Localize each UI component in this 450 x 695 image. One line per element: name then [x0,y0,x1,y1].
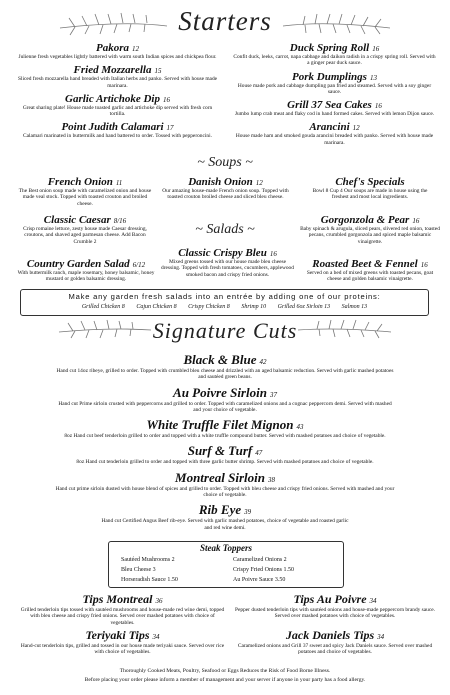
item-price: 43 [296,423,304,432]
topper-row [121,555,221,565]
item-description: Grilled tenderloin tips tossed with sautéed mushrooms and house-made red wine demi, topped with bleu cheese and crispy fried onions. Served over mashed potatoes with choice of vegetables. [20,607,225,626]
item-name: Pakora [96,42,129,54]
soups-title: ~ Soups ~ [197,155,253,170]
item-price: 34 [377,633,385,641]
menu-item [20,628,225,656]
item-description: House made ham and smoked gouda arancini breaded with panko. Served with house made marinara. [235,133,434,146]
starters-left-column [15,42,220,140]
item-description: Calamari marinated in buttermilk and hand battered to order. Tossed with pepperoncini. [23,133,212,140]
item-description: Sliced fresh mozzarella hand breaded with Italian herbs and panko. Served with house made marinara. [17,76,218,89]
menu-item [232,121,437,146]
topper-row [121,565,221,575]
item-description: Our amazing house-made French onion soup. Topped with toasted crouton broiled cheese and sliced bleu cheese. [162,188,289,201]
proteins-list [21,304,428,310]
topper-price: 3 [152,567,156,573]
item-name: French Onion [47,176,113,188]
signature-title: Signature Cuts [152,318,298,343]
item-price: 16 [420,261,428,269]
item-description: Served on a bed of mixed greens with toasted pecans, goat cheese and golden balsamic vinaigrette. [306,270,434,283]
item-name: Black & Blue [183,352,257,367]
protein-option: Crispy Chicken 8 [188,304,230,310]
item-description: Bowl 8 Cup 4 Our soups are made in house using the freshest and most local ingredients. [312,188,428,201]
item-name: Point Judith Calamari [61,121,164,134]
item-description: Baby spinach & arugula, sliced pears, slivered red onion, toasted pecans, crumbled gorgonzola and spiced maple balsamic vinaigrette. [300,226,440,245]
topper-row [233,555,338,565]
item-price: 12 [255,179,263,187]
topper-price: 3.50 [274,577,286,583]
menu-item [160,247,295,278]
item-name: Classic Crispy Bleu [178,247,267,259]
item-name: Teriyaki Tips [85,628,150,642]
menu-item [158,176,293,201]
menu-item [15,42,220,60]
item-name: Garlic Artichoke Dip [65,92,160,105]
menu-item [12,258,160,283]
item-name: Danish Onion [188,176,253,188]
item-price: 13 [369,73,377,82]
item-description: Caramelized onions and Grill 37 sweet and spicy Jack Daniels sauce. Served over mashed potatoes and choice of vegetables. [237,643,433,656]
item-price: 34 [369,597,377,605]
menu-item [232,71,437,96]
item-description: 8oz Hand cut beef tenderloin grilled to order and topped with a white truffle compound butter. Served with mashed potatoes and choice of vegetable. [64,433,386,440]
item-description: Mixed greens tossed with our house made bleu cheese dressing. Topped with fresh tomatoes, cucumbers, applewood smoked bacon and crispy fried onions. [161,259,294,278]
menu-item [30,443,420,465]
item-description: Jumbo lump crab meat and flaky cod in hand formed cakes. Served with lemon Dijon sauce. [234,111,435,118]
menu-item [30,352,420,381]
item-description: Hand cut prime sirloin dusted with house blend of spices and grilled to order. Topped with bleu cheese and crispy fried onions. Served with mashed and your choice of vegetable. [55,485,395,499]
menu-item [232,99,437,117]
menu-item [30,470,420,499]
item-name: Pork Dumplings [292,70,367,83]
item-name: Roasted Beet & Fennel [312,258,418,270]
menu-item [20,592,225,626]
item-description: Hand cut Prime sirloin crusted with peppercorns and grilled to order. Topped with caramelized onions and a cognac peppercorn demi. Served with mashed and your choice of vegetable. [58,400,392,413]
item-name: Chef's Specials [335,176,405,188]
footer-notice [10,667,440,685]
starters-title: Starters [178,6,272,36]
menu-item [15,121,220,139]
item-name: Montreal Sirloin [175,469,265,485]
item-description: Hand-cut tenderloin tips, grilled and tossed in our house made teriyaki sauce. Served over rice with choice of vegetables. [20,643,225,656]
item-name: Au Poivre Sirloin [173,384,267,400]
item-description: Julienne fresh vegetables lightly battered with warm south Indian spices and chickpea flour. [18,54,217,60]
topper-name: Sautéed Mushrooms [121,557,171,563]
item-price: 42 [259,358,267,366]
item-price: 11 [115,179,123,187]
topper-price: 1.50 [283,567,295,573]
topper-price: 1.50 [167,577,178,583]
item-price: 47 [255,449,263,458]
item-name: Jack Daniels Tips [285,628,375,642]
toppers-right [233,555,338,585]
menu-item [300,214,440,245]
item-name: Country Garden Salad [26,258,130,270]
item-price: 16 [372,45,380,53]
item-description: Hand cut 14oz ribeye, grilled to order. Topped with crumbled bleu cheese and drizzled with an aged balsamic reduction. Served with garlic mashed potatoes and sautéed green beans. [56,368,394,381]
protein-option: Shrimp 10 [241,304,267,310]
topper-row [121,575,221,585]
topper-row [233,575,338,585]
topper-row [233,565,338,575]
item-name: Duck Spring Roll [289,42,370,54]
topper-name: Horseradish Sauce [121,577,166,583]
item-name: Tips Montreal [82,592,153,606]
menu-item [15,214,155,245]
protein-option: Salmon 13 [341,304,368,310]
toppers-left [121,555,221,585]
menu-item [30,502,420,531]
menu-item [15,93,220,118]
item-price: 16 [162,95,170,104]
item-name: Surf & Turf [187,443,253,459]
item-price: 17 [166,124,174,133]
topper-name: Caramelized Onions [233,557,283,563]
item-price: 16 [269,250,277,258]
item-description: Pepper dusted tenderloin tips with sautéed onions and house-made peppercorn brandy sauce. Served over mashed potatoes with choice of vegetables. [235,607,435,620]
topper-name: Crispy Fried Onions [233,567,283,573]
item-price: 12 [132,45,139,53]
item-description: With buttermilk ranch, maple rosemary, honey balsamic, honey mustard or golden balsamic dressing. [17,270,155,283]
item-name: Rib Eye [198,502,242,518]
topper-price: 2 [283,557,287,563]
protein-option: Cajun Chicken 8 [136,304,177,310]
item-description: Confit duck, leeks, carrot, napa cabbage and daikon radish in a crispy spring roll. Served with a ginger pear duck sauce. [233,54,436,67]
proteins-box [20,289,429,316]
topper-price: 2 [171,557,175,563]
allergy-notice: Before placing your order please inform a member of management and your server if anyone in your party has a food allergy. [84,677,366,683]
item-name: White Truffle Filet Mignon [146,417,294,433]
item-description: 8oz Hand cut tenderloin grilled to order and topped with three garlic butter shrimp. Served with mashed potatoes and choice of vegetable. [76,459,374,466]
item-price: 8/16 [113,217,127,225]
item-price: 15 [154,67,162,76]
protein-option: Grilled 6oz Sirloin 13 [277,304,331,310]
item-description: Great sharing plate! House made toasted garlic and artichoke dip served with fresh corn tortilla. [22,104,213,118]
item-name: Classic Caesar [43,214,111,226]
item-price: 12 [352,124,360,133]
menu-item [30,385,420,414]
menu-item [305,176,435,201]
salads-title: ~ Salads ~ [195,222,255,237]
menu-item [300,258,440,283]
item-name: Fried Mozzarella [73,64,152,77]
menu-item [232,42,437,67]
item-name: Arancini [309,121,350,134]
item-price: 16 [374,102,382,111]
menu-item [15,176,155,207]
item-description: House made pork and cabbage dumpling pan fried and steamed. Served with a soy ginger sauce. [237,82,432,95]
item-price: 6/12 [132,261,146,269]
item-price: 39 [244,508,252,517]
item-price: 36 [155,597,163,605]
menu-item [30,417,420,439]
protein-option: Grilled Chicken 8 [81,304,125,310]
item-price: 34 [152,633,160,641]
item-name: Grill 37 Sea Cakes [287,99,372,112]
menu-item [235,592,435,620]
item-price: 37 [269,390,277,399]
item-description: The Best onion soup made with caramelized onion and house made veal stock. Topped with toasted crouton and broiled cheese. [18,188,152,207]
proteins-intro: Make any garden fresh salads into an entrée by adding one of our proteins: [68,292,381,301]
menu-item [235,628,435,656]
item-price: 38 [267,475,275,484]
item-name: Gorgonzola & Pear [320,214,410,226]
toppers-title: Steak Toppers [200,543,252,553]
food-safety-notice: Thoroughly Cooked Meats, Poultry, Seafood or Eggs Reduces the Risk of Food Borne Illness. [119,668,331,674]
menu-item [15,64,220,89]
topper-name: Bleu Cheese [121,567,152,573]
item-description: Hand cut Certified Angus Beef rib-eye. Served with garlic mashed potatoes, choice of vegetable and roasted garlic and red wine demi. [101,518,349,531]
signature-list [30,352,420,531]
item-price: 16 [412,217,420,225]
item-name: Tips Au Poivre [293,592,367,606]
starters-right-column [232,42,437,146]
steak-toppers-box [108,541,344,588]
item-description: Crisp romaine lettuce, zesty house made Caesar dressing, croutons, and shaved aged parmesan cheese. Add Bacon Crumble 2 [23,226,147,245]
topper-name: Au Poivre Sauce [233,577,274,583]
